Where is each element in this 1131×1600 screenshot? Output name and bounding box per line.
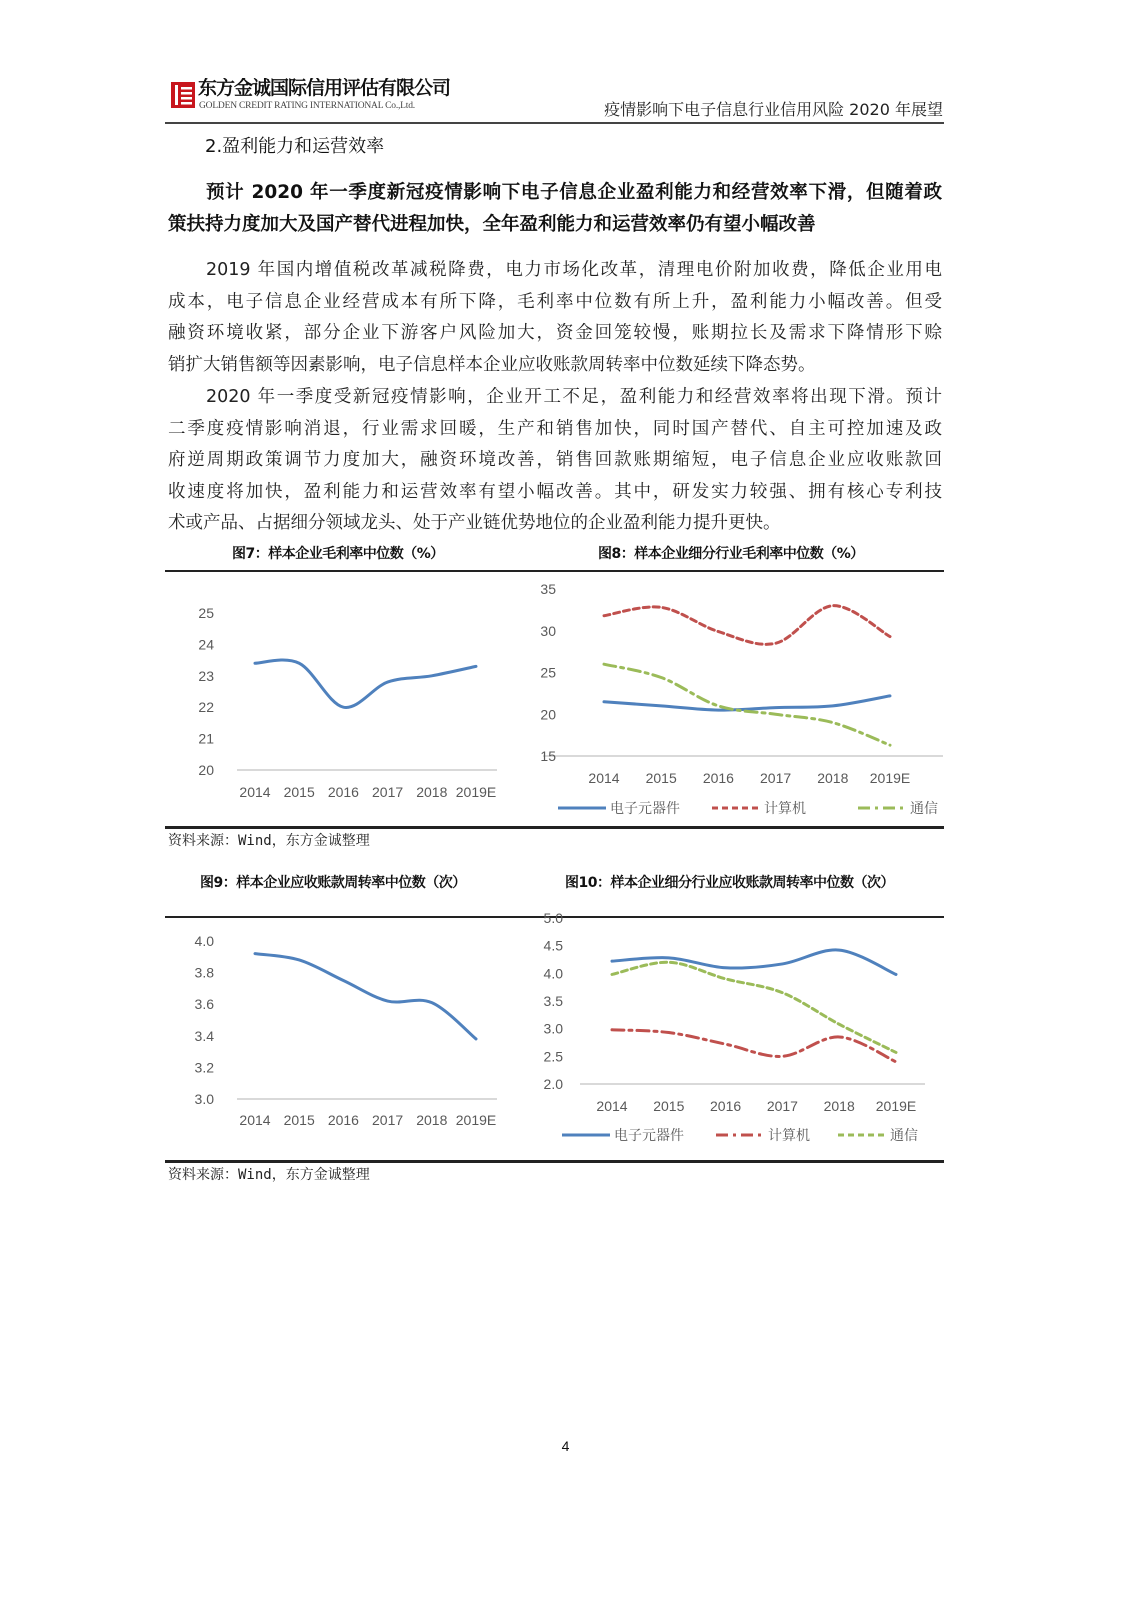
chart-figure-10 (544, 910, 925, 1144)
y-tick-label: 30 (540, 622, 556, 639)
series-line-电子元器件 (604, 696, 890, 710)
paragraph-line: 2019 年国内增值税改革减税降费，电力市场化改革，清理电价附加收费，降低企业用电 (206, 260, 942, 280)
x-tick-label: 2016 (327, 784, 359, 800)
y-tick-label: 3.6 (194, 996, 214, 1013)
key-finding-line: 策扶持力度加大及国产替代进程加快，全年盈利能力和运营效率仍有望小幅改善 (168, 213, 816, 235)
series-line-main (255, 660, 476, 708)
y-tick-label: 3.8 (194, 964, 214, 981)
x-tick-label: 2017 (760, 770, 792, 786)
chart-figure-9 (195, 933, 497, 1128)
paragraph-line: 府逆周期政策调节力度加大，融资环境改善，销售回款账期缩短，电子信息企业应收账款回 (168, 450, 942, 470)
page-number: 4 (561, 1438, 570, 1454)
x-tick-label: 2019E (875, 1098, 917, 1114)
y-tick-label: 3.5 (543, 993, 563, 1009)
y-tick-label: 15 (540, 748, 556, 764)
x-tick-label: 2016 (702, 770, 734, 786)
x-tick-label: 2016 (710, 1098, 742, 1114)
x-tick-label: 2014 (239, 784, 271, 800)
legend-label: 电子元器件 (610, 801, 680, 817)
x-tick-label: 2014 (239, 1112, 271, 1128)
paragraph-line: 销扩大销售额等因素影响，电子信息样本企业应收账款周转率中位数延续下降态势。 (168, 354, 816, 375)
figure-8-title: 图8：样本企业细分行业毛利率中位数（%） (598, 546, 864, 562)
legend-label: 通信 (910, 801, 938, 817)
legend-label: 通信 (890, 1128, 918, 1144)
company-name-en: GOLDEN CREDIT RATING INTERNATIONAL Co.,Ltd. (199, 101, 415, 111)
x-tick-label: 2017 (766, 1098, 798, 1114)
y-tick-label: 5.0 (543, 910, 563, 926)
x-tick-label: 2014 (596, 1098, 628, 1114)
x-tick-label: 2015 (645, 770, 677, 786)
source-note: 资料来源：Wind，东方金诚整理 (168, 833, 370, 849)
y-tick-label: 3.0 (194, 1091, 214, 1107)
series-line-计算机 (612, 1030, 896, 1062)
document-title: 疫情影响下电子信息行业信用风险 2020 年展望 (604, 100, 943, 119)
y-tick-label: 4.5 (543, 937, 563, 954)
paragraph-line: 收速度将加快，盈利能力和运营效率有望小幅改善。其中，研发实力较强、拥有核心专利技 (168, 481, 942, 502)
key-finding-line: 预计 2020 年一季度新冠疫情影响下电子信息企业盈利能力和经营效率下滑，但随着政 (206, 182, 942, 203)
x-tick-label: 2015 (283, 784, 315, 800)
source-note: 资料来源：Wind，东方金诚整理 (168, 1167, 370, 1183)
section-title: 2.盈利能力和运营效率 (205, 136, 385, 157)
y-tick-label: 23 (198, 667, 214, 684)
paragraph-line: 2020 年一季度受新冠疫情影响，企业开工不足，盈利能力和经营效率将出现下滑。预计 (206, 387, 942, 407)
y-tick-label: 3.4 (194, 1027, 214, 1044)
chart-figure-7 (198, 605, 497, 800)
y-tick-label: 4.0 (543, 965, 563, 982)
company-name-cn: 东方金诚国际信用评估有限公司 (198, 78, 451, 99)
figure-7-title: 图7：样本企业毛利率中位数（%） (232, 546, 444, 562)
y-tick-label: 20 (540, 706, 556, 723)
y-tick-label: 4.0 (194, 933, 214, 949)
y-tick-label: 35 (540, 581, 556, 597)
y-tick-label: 3.0 (543, 1020, 563, 1037)
x-tick-label: 2018 (823, 1098, 855, 1114)
series-line-计算机 (604, 606, 890, 645)
paragraph-line: 融资环境收紧，部分企业下游客户风险加大，资金回笼较慢，账期拉长及需求下降情形下赊 (168, 323, 942, 343)
legend-label: 电子元器件 (614, 1128, 684, 1144)
series-line-main (255, 954, 476, 1039)
paragraph-line: 术或产品、占据细分领域龙头、处于产业链优势地位的企业盈利能力提升更快。 (168, 513, 781, 533)
paragraph-line: 成本，电子信息企业经营成本有所下降，毛利率中位数有所上升，盈利能力小幅改善。但受 (168, 291, 942, 312)
y-tick-label: 22 (198, 699, 214, 716)
x-tick-label: 2017 (372, 784, 404, 800)
x-tick-label: 2019E (455, 784, 497, 800)
legend-label: 计算机 (764, 801, 806, 817)
figure-9-title: 图9：样本企业应收账款周转率中位数（次） (200, 875, 466, 891)
y-tick-label: 20 (198, 762, 214, 778)
series-line-通信 (612, 962, 896, 1052)
y-tick-label: 2.5 (543, 1048, 563, 1065)
x-tick-label: 2016 (327, 1112, 359, 1128)
x-tick-label: 2019E (455, 1112, 497, 1128)
y-tick-label: 25 (198, 605, 214, 621)
y-tick-label: 3.2 (194, 1059, 214, 1076)
y-tick-label: 2.0 (543, 1076, 563, 1092)
x-tick-label: 2017 (372, 1112, 404, 1128)
chart-figure-8 (540, 581, 943, 817)
x-tick-label: 2014 (588, 770, 620, 786)
x-tick-label: 2018 (817, 770, 849, 786)
x-tick-label: 2018 (416, 784, 448, 800)
x-tick-label: 2015 (283, 1112, 315, 1128)
y-tick-label: 24 (198, 636, 214, 653)
x-tick-label: 2019E (869, 770, 911, 786)
y-tick-label: 25 (540, 664, 556, 681)
legend-label: 计算机 (768, 1128, 810, 1144)
y-tick-label: 21 (198, 730, 214, 747)
x-tick-label: 2018 (416, 1112, 448, 1128)
x-tick-label: 2015 (653, 1098, 685, 1114)
paragraph-line: 二季度疫情影响消退，行业需求回暖，生产和销售加快，同时国产替代、自主可控加速及政 (168, 418, 942, 439)
figure-10-title: 图10：样本企业细分行业应收账款周转率中位数（次） (565, 875, 894, 891)
